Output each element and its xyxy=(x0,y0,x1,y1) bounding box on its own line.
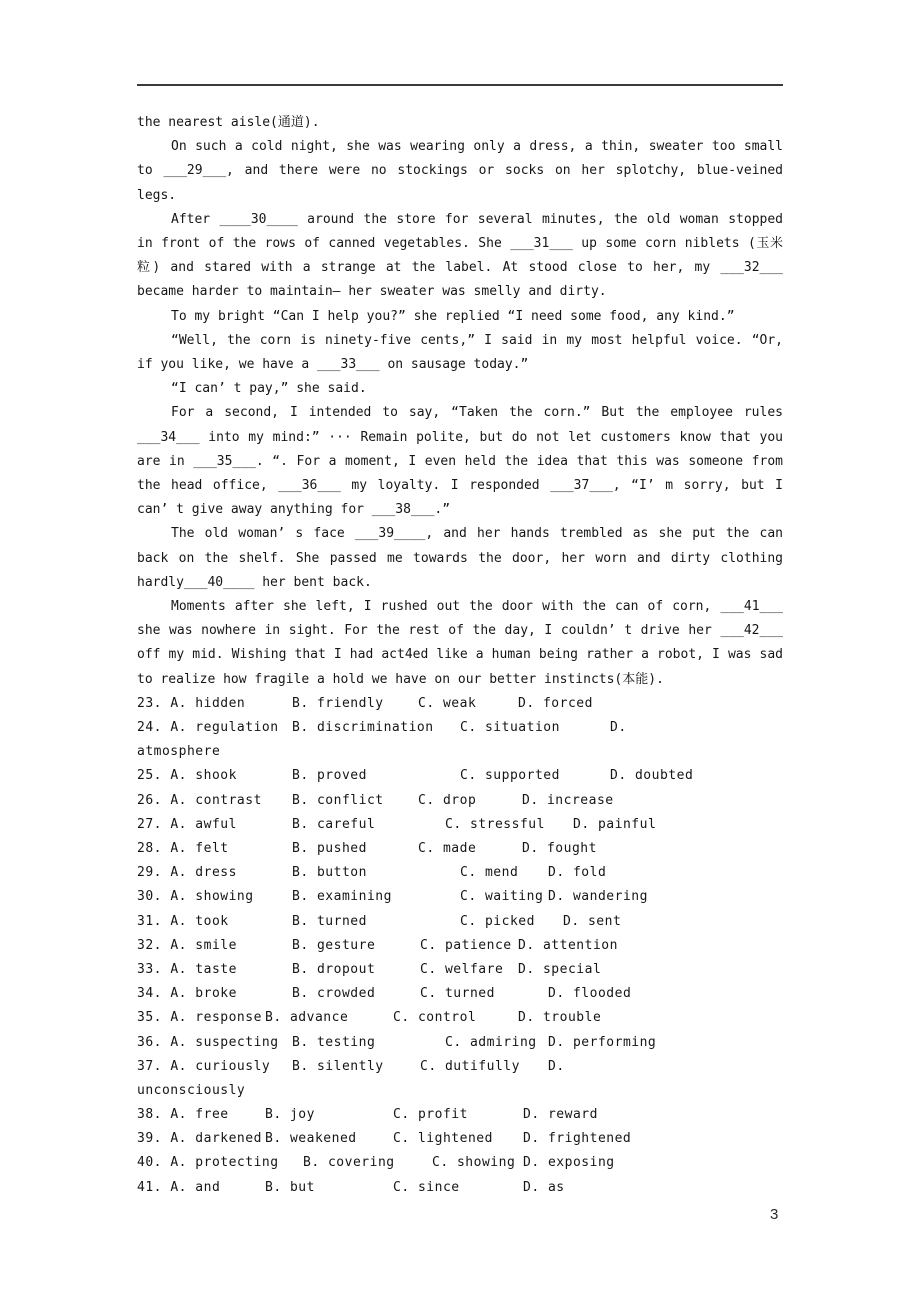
option-label: D. xyxy=(518,695,535,711)
question-row xyxy=(137,1031,783,1055)
question-number: 36. xyxy=(137,1034,162,1050)
header-rule xyxy=(137,84,783,86)
option-label: C. xyxy=(460,720,477,736)
option-cell-b xyxy=(303,1151,395,1175)
question-row xyxy=(137,764,783,788)
question-number: 34. xyxy=(137,986,162,1002)
question-row xyxy=(137,934,783,958)
option-cell-c xyxy=(393,1127,493,1151)
option-text: since xyxy=(417,1179,460,1195)
option-cell-d xyxy=(518,692,593,716)
option-cell-d xyxy=(548,861,606,885)
question-number: 38. xyxy=(137,1107,162,1123)
option-label: B. xyxy=(265,1179,282,1195)
option-label: C. xyxy=(420,961,437,977)
option-label: A. xyxy=(170,986,187,1002)
option-label: C. xyxy=(460,865,477,881)
question-number: 32. xyxy=(137,937,162,953)
option-cell-c xyxy=(418,837,476,861)
option-text: showing xyxy=(195,889,254,905)
option-text: but xyxy=(289,1179,315,1195)
option-cell-b xyxy=(292,958,375,982)
option-text: forced xyxy=(542,695,593,711)
question-row xyxy=(137,1006,783,1030)
option-cell-d xyxy=(523,1151,615,1175)
passage-paragraph: To my bright “Can I help you?” she replied “I need some food, any kind.” xyxy=(171,308,735,324)
passage-paragraph: the nearest aisle(通道). xyxy=(137,115,320,130)
option-cell-a xyxy=(137,861,237,885)
option-cell-c xyxy=(460,716,560,740)
option-cell-b xyxy=(292,910,367,934)
option-cell-b xyxy=(292,837,367,861)
option-label: B. xyxy=(292,1034,309,1050)
question-number: 30. xyxy=(137,889,162,905)
question-row xyxy=(137,958,783,982)
option-text: reward xyxy=(547,1107,598,1123)
option-label: B. xyxy=(292,1058,309,1074)
question-number: 33. xyxy=(137,961,162,977)
option-text: awful xyxy=(195,816,237,832)
question-row xyxy=(137,982,783,1006)
option-label: B. xyxy=(292,889,309,905)
option-text: darkened xyxy=(195,1131,262,1147)
option-cell-c xyxy=(420,1055,520,1079)
option-text: waiting xyxy=(484,889,544,905)
option-cell-b xyxy=(292,982,375,1006)
option-cell-d xyxy=(523,1103,598,1127)
option-text: button xyxy=(316,865,367,881)
option-text: hidden xyxy=(195,695,246,711)
option-text: weak xyxy=(442,695,477,711)
option-label: D. xyxy=(548,1058,565,1074)
option-label: A. xyxy=(170,1010,187,1026)
option-text: frightened xyxy=(547,1131,632,1147)
option-text: fold xyxy=(572,865,607,881)
option-text: welfare xyxy=(444,961,504,977)
option-text: advance xyxy=(289,1010,349,1026)
question-number: 41. xyxy=(137,1179,162,1195)
question-number: 26. xyxy=(137,792,162,808)
option-label: A. xyxy=(170,889,187,905)
question-row xyxy=(137,1176,783,1200)
option-label: C. xyxy=(393,1179,410,1195)
question-number: 31. xyxy=(137,913,162,929)
question-row xyxy=(137,1127,783,1151)
option-label: B. xyxy=(292,986,309,1002)
option-label: C. xyxy=(445,816,462,832)
option-cell-d xyxy=(610,764,693,788)
option-text: attention xyxy=(542,937,618,953)
option-label: B. xyxy=(292,841,309,856)
option-text: showing xyxy=(456,1155,516,1171)
option-text: response xyxy=(195,1010,262,1026)
option-cell-b xyxy=(265,1127,357,1151)
passage-paragraph: On such a cold night, she was wearing only a dress, a thin, sweater too small to ___29___, and there were no stockings or socks on her splotchy, blue-veined legs. xyxy=(137,139,783,203)
option-label: A. xyxy=(170,1131,187,1147)
option-cell-b xyxy=(292,764,367,788)
option-cell-c xyxy=(393,1006,476,1030)
option-cell-a xyxy=(137,764,237,788)
option-label: A. xyxy=(170,913,187,929)
option-text: examining xyxy=(316,889,392,905)
option-cell-b xyxy=(292,885,392,909)
question-row xyxy=(137,813,783,837)
question-number: 37. xyxy=(137,1058,162,1074)
option-text: situation xyxy=(484,720,560,736)
option-text: control xyxy=(417,1010,477,1026)
option-label: B. xyxy=(292,720,309,736)
option-cell-a xyxy=(137,837,229,861)
option-text: trouble xyxy=(542,1010,602,1026)
option-d-overflow xyxy=(137,740,220,764)
option-cell-a xyxy=(137,716,279,740)
option-cell-d xyxy=(548,1031,656,1055)
option-text: dress xyxy=(195,865,237,881)
option-text: mend xyxy=(484,865,519,881)
question-row xyxy=(137,1103,783,1127)
option-cell-a xyxy=(137,910,229,934)
option-text: stressful xyxy=(469,816,545,832)
option-cell-a xyxy=(137,958,237,982)
option-text: unconsciously xyxy=(137,1082,246,1098)
question-row xyxy=(137,716,783,740)
option-cell-b xyxy=(292,716,434,740)
passage-paragraph: The old woman’ s face ___39____, and her hands trembled as she put the can back on the shelf. She passed me towards the door, her worn and dirty clothing hardly___40____ her bent back. xyxy=(137,526,783,590)
option-label: B. xyxy=(292,768,309,784)
question-overflow-row xyxy=(137,1079,783,1103)
option-cell-c xyxy=(460,764,560,788)
option-text: discrimination xyxy=(316,720,434,736)
option-label: C. xyxy=(418,695,435,711)
option-text: supported xyxy=(484,768,560,784)
option-cell-d xyxy=(548,982,631,1006)
option-cell-b xyxy=(292,692,384,716)
option-text: sent xyxy=(587,913,622,929)
option-label: C. xyxy=(420,986,437,1002)
option-cell-c xyxy=(418,692,476,716)
option-text: friendly xyxy=(316,695,384,711)
option-label: B. xyxy=(265,1010,282,1026)
question-number: 24. xyxy=(137,720,162,736)
option-cell-d xyxy=(573,813,656,837)
option-label: D. xyxy=(522,841,539,856)
option-label: A. xyxy=(170,768,187,784)
option-text: patience xyxy=(444,937,512,953)
option-cell-b xyxy=(292,1055,384,1079)
question-row xyxy=(137,910,783,934)
option-text: felt xyxy=(195,841,229,856)
option-cell-b xyxy=(292,813,375,837)
option-cell-b xyxy=(265,1176,315,1200)
option-text: flooded xyxy=(572,986,632,1002)
option-cell-c xyxy=(420,982,495,1006)
option-cell-d xyxy=(523,1127,631,1151)
option-label: C. xyxy=(460,889,477,905)
option-text: smile xyxy=(195,937,237,953)
option-label: D. xyxy=(610,768,627,784)
question-number: 23. xyxy=(137,695,162,711)
option-text: exposing xyxy=(547,1155,615,1171)
option-cell-d xyxy=(523,1176,565,1200)
option-label: C. xyxy=(393,1131,410,1147)
question-number: 29. xyxy=(137,865,162,881)
option-text: contrast xyxy=(195,792,262,808)
option-label: A. xyxy=(170,961,187,977)
option-text: curiously xyxy=(195,1058,271,1074)
option-label: C. xyxy=(418,792,435,808)
option-label: D. xyxy=(523,1131,540,1147)
option-label: D. xyxy=(548,889,565,905)
option-label: A. xyxy=(170,695,187,711)
option-text: testing xyxy=(316,1034,376,1050)
cloze-questions xyxy=(137,692,783,1200)
option-text: covering xyxy=(327,1155,395,1171)
option-label: C. xyxy=(460,768,477,784)
option-cell-d xyxy=(518,1006,601,1030)
option-text: broke xyxy=(195,986,237,1002)
option-label: A. xyxy=(170,1155,187,1171)
option-cell-a xyxy=(137,813,237,837)
option-cell-a xyxy=(137,1006,262,1030)
option-cell-c xyxy=(432,1151,515,1175)
cloze-passage xyxy=(137,111,783,692)
question-row xyxy=(137,837,783,861)
option-label: C. xyxy=(460,913,477,929)
option-text: drop xyxy=(442,792,477,808)
option-cell-c xyxy=(460,885,543,909)
page-number: 3 xyxy=(770,1206,779,1223)
option-text: took xyxy=(195,913,229,929)
option-cell-d xyxy=(610,716,627,740)
option-text: doubted xyxy=(634,768,694,784)
option-cell-d xyxy=(548,1055,565,1079)
option-cell-d xyxy=(522,789,614,813)
option-text: lightened xyxy=(417,1131,493,1147)
option-cell-d xyxy=(522,837,597,861)
question-row xyxy=(137,885,783,909)
option-label: C. xyxy=(393,1107,410,1123)
option-label: D. xyxy=(573,816,590,832)
option-label: D. xyxy=(523,1179,540,1195)
option-text: free xyxy=(195,1107,229,1123)
option-text: taste xyxy=(195,961,237,977)
option-text: special xyxy=(542,961,602,977)
option-cell-a xyxy=(137,1055,270,1079)
option-text: weakened xyxy=(289,1131,357,1147)
option-cell-a xyxy=(137,885,254,909)
option-label: D. xyxy=(610,720,627,736)
option-cell-b xyxy=(292,1031,375,1055)
option-label: B. xyxy=(265,1107,282,1123)
option-cell-c xyxy=(445,1031,537,1055)
option-text: shook xyxy=(195,768,237,784)
option-text: conflict xyxy=(316,792,384,808)
option-label: C. xyxy=(418,841,435,856)
passage-paragraph: “Well, the corn is ninety-five cents,” I said in my most helpful voice. “Or, if you like, we have a ___33___ on sausage today.” xyxy=(137,332,783,373)
question-row xyxy=(137,1055,783,1079)
option-text: wandering xyxy=(572,889,648,905)
option-text: turned xyxy=(316,913,367,929)
option-cell-c xyxy=(393,1176,460,1200)
option-text: as xyxy=(547,1179,565,1195)
question-overflow-row xyxy=(137,740,783,764)
option-cell-a xyxy=(137,1031,279,1055)
option-label: C. xyxy=(393,1010,410,1026)
option-text: picked xyxy=(484,913,535,929)
option-label: D. xyxy=(522,792,539,808)
option-cell-a xyxy=(137,1103,229,1127)
option-cell-a xyxy=(137,1127,262,1151)
option-label: D. xyxy=(523,1155,540,1171)
option-label: C. xyxy=(445,1034,462,1050)
option-label: B. xyxy=(292,792,309,808)
option-cell-d xyxy=(518,934,618,958)
option-label: A. xyxy=(170,1179,187,1195)
question-number: 28. xyxy=(137,841,162,856)
option-label: C. xyxy=(420,1058,437,1074)
option-label: A. xyxy=(170,865,187,881)
option-cell-c xyxy=(420,958,503,982)
option-text: joy xyxy=(289,1107,315,1123)
question-number: 25. xyxy=(137,768,162,784)
option-label: B. xyxy=(292,937,309,953)
option-text: turned xyxy=(444,986,495,1002)
question-row xyxy=(137,789,783,813)
question-number: 27. xyxy=(137,816,162,832)
option-label: B. xyxy=(303,1155,320,1171)
option-label: A. xyxy=(170,1058,187,1074)
option-cell-d xyxy=(518,958,601,982)
option-cell-c xyxy=(420,934,512,958)
question-number: 39. xyxy=(137,1131,162,1147)
option-cell-c xyxy=(460,910,535,934)
option-text: crowded xyxy=(316,986,376,1002)
option-cell-c xyxy=(445,813,545,837)
option-text: and xyxy=(195,1179,221,1195)
question-row xyxy=(137,1151,783,1175)
option-label: D. xyxy=(518,961,535,977)
option-text: dropout xyxy=(316,961,376,977)
option-label: A. xyxy=(170,816,187,832)
option-label: D. xyxy=(563,913,580,929)
passage-paragraph: After ____30____ around the store for several minutes, the old woman stopped in front of the rows of canned vegetables. She ___31___ up some corn niblets (玉米粒) and stared with a strange at the label. At stood close to her, my ___32___ became harder to maintain— her sweater was smelly and dirty. xyxy=(137,211,783,300)
option-text: careful xyxy=(316,816,376,832)
option-cell-a xyxy=(137,1151,279,1175)
option-label: C. xyxy=(420,937,437,953)
option-label: D. xyxy=(548,986,565,1002)
option-label: B. xyxy=(292,816,309,832)
option-cell-b xyxy=(265,1006,348,1030)
question-number: 40. xyxy=(137,1155,162,1171)
option-label: D. xyxy=(523,1107,540,1123)
option-cell-a xyxy=(137,1176,220,1200)
page-content xyxy=(137,111,783,1200)
option-label: D. xyxy=(518,1010,535,1026)
option-text: performing xyxy=(572,1034,657,1050)
option-label: A. xyxy=(170,1107,187,1123)
option-label: D. xyxy=(548,1034,565,1050)
option-text: fought xyxy=(546,841,597,856)
option-label: A. xyxy=(170,841,187,856)
option-d-overflow xyxy=(137,1079,245,1103)
option-text: gesture xyxy=(316,937,376,953)
option-text: atmosphere xyxy=(137,744,221,760)
option-label: A. xyxy=(170,1034,187,1050)
option-cell-c xyxy=(460,861,518,885)
option-label: A. xyxy=(170,720,187,736)
option-text: regulation xyxy=(195,720,279,736)
option-text: profit xyxy=(417,1107,468,1123)
question-row xyxy=(137,692,783,716)
option-label: B. xyxy=(292,695,309,711)
option-cell-d xyxy=(563,910,621,934)
option-cell-c xyxy=(393,1103,468,1127)
option-label: B. xyxy=(292,913,309,929)
passage-paragraph: For a second, I intended to say, “Taken the corn.” But the employee rules ___34___ into my mind:” ··· Remain polite, but do not let customers know that you are in ___35___. “. For a moment, I even held the idea that this was someone from the head office, ___36___ my loyalty. I responded ___37___, “I’ m sorry, but I can’ t give away anything for ___38___.” xyxy=(137,405,783,518)
option-text: proved xyxy=(316,768,367,784)
option-cell-d xyxy=(548,885,648,909)
option-text: protecting xyxy=(195,1155,279,1171)
option-cell-c xyxy=(418,789,476,813)
option-cell-a xyxy=(137,982,237,1006)
option-cell-b xyxy=(292,934,375,958)
option-label: C. xyxy=(432,1155,449,1171)
option-cell-b xyxy=(292,861,367,885)
option-text: suspecting xyxy=(195,1034,279,1050)
option-text: dutifully xyxy=(444,1058,520,1074)
question-number: 35. xyxy=(137,1010,162,1026)
option-cell-a xyxy=(137,934,237,958)
option-label: D. xyxy=(548,865,565,881)
option-label: A. xyxy=(170,792,187,808)
option-text: made xyxy=(442,841,477,856)
passage-paragraph: Moments after she left, I rushed out the door with the can of corn, ___41___ she was nowhere in sight. For the rest of the day, I couldn’ t drive her ___42___ off my mid. Wishing that I had act4ed like a human being rather a robot, I was sad to realize how fragile a hold we have on our better instincts(本能). xyxy=(137,599,783,687)
option-label: B. xyxy=(292,961,309,977)
option-cell-b xyxy=(265,1103,315,1127)
option-cell-a xyxy=(137,692,245,716)
option-text: admiring xyxy=(469,1034,537,1050)
passage-paragraph: “I can’ t pay,” she said. xyxy=(171,381,367,397)
option-text: increase xyxy=(546,792,614,808)
option-text: painful xyxy=(597,816,657,832)
option-label: A. xyxy=(170,937,187,953)
option-text: silently xyxy=(316,1058,384,1074)
option-cell-b xyxy=(292,789,384,813)
option-label: B. xyxy=(292,865,309,881)
option-label: B. xyxy=(265,1131,282,1147)
question-row xyxy=(137,861,783,885)
option-label: D. xyxy=(518,937,535,953)
option-text: pushed xyxy=(316,841,367,856)
option-cell-a xyxy=(137,789,262,813)
